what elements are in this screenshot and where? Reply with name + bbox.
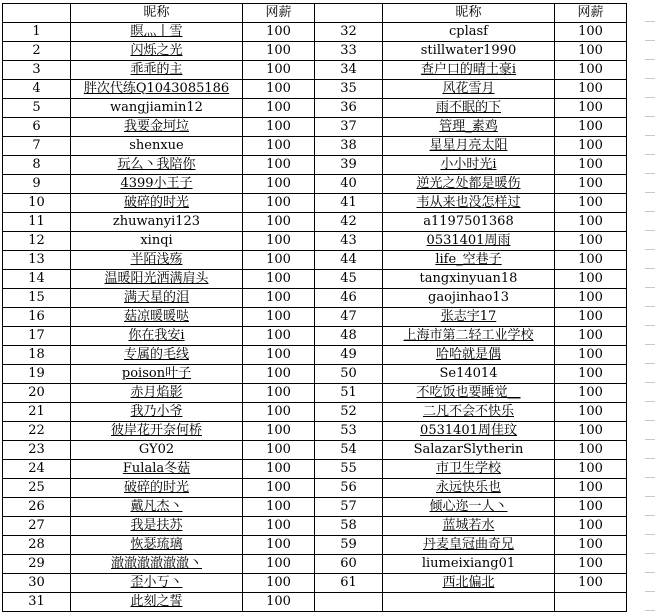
- index-cell[interactable]: 7: [3, 137, 71, 156]
- nickname-cell[interactable]: 张志宇17: [383, 308, 555, 327]
- nickname-cell[interactable]: SalazarSlytherin: [383, 441, 555, 460]
- nickname-cell[interactable]: [383, 593, 555, 612]
- table-row: [3, 308, 627, 327]
- nickname-cell[interactable]: 风花雪月: [383, 80, 555, 99]
- index-cell[interactable]: 6: [3, 118, 71, 137]
- index-cell[interactable]: 29: [3, 555, 71, 574]
- index-cell[interactable]: 18: [3, 346, 71, 365]
- salary-cell[interactable]: 100: [243, 460, 315, 479]
- nickname-cell[interactable]: zhuwanyi123: [71, 213, 243, 232]
- index-cell[interactable]: 10: [3, 194, 71, 213]
- salary-cell[interactable]: 100: [243, 346, 315, 365]
- salary-cell[interactable]: 100: [243, 42, 315, 61]
- index-cell[interactable]: 42: [315, 213, 383, 232]
- nickname-cell[interactable]: a1197501368: [383, 213, 555, 232]
- index-cell[interactable]: 37: [315, 118, 383, 137]
- salary-cell[interactable]: 100: [555, 422, 627, 441]
- nickname-cell[interactable]: 丹麦皇冠曲奇兄: [383, 536, 555, 555]
- nickname-cell[interactable]: 彼岸花开奈何桥: [71, 422, 243, 441]
- nickname-cell[interactable]: stillwater1990: [383, 42, 555, 61]
- salary-cell[interactable]: 100: [555, 460, 627, 479]
- nickname-cell[interactable]: 乖乖的主: [71, 61, 243, 80]
- table-row: [3, 156, 627, 175]
- index-cell[interactable]: 24: [3, 460, 71, 479]
- table-row: [3, 61, 627, 80]
- nickname-cell[interactable]: 澈澈澈澈澈澈丶: [71, 555, 243, 574]
- header-row: [3, 4, 627, 23]
- sheet-gridlines: [645, 3, 655, 612]
- salary-cell[interactable]: 100: [555, 61, 627, 80]
- nickname-cell[interactable]: 瞑灬丨雪: [71, 23, 243, 42]
- salary-cell[interactable]: 100: [555, 346, 627, 365]
- nickname-cell[interactable]: 哈哈就是偶: [383, 346, 555, 365]
- table-row: [3, 175, 627, 194]
- salary-cell[interactable]: 100: [555, 156, 627, 175]
- table-row: [3, 80, 627, 99]
- nickname-cell[interactable]: 4399小王子: [71, 175, 243, 194]
- nickname-cell[interactable]: Fulala冬菇: [71, 460, 243, 479]
- index-cell[interactable]: 38: [315, 137, 383, 156]
- index-cell[interactable]: 22: [3, 422, 71, 441]
- salary-cell[interactable]: 100: [243, 479, 315, 498]
- salary-cell[interactable]: 100: [555, 175, 627, 194]
- nickname-cell[interactable]: 逆光之处都是暖伤: [383, 175, 555, 194]
- table-row: [3, 384, 627, 403]
- index-cell[interactable]: 27: [3, 517, 71, 536]
- nickname-cell[interactable]: 破碎的时光: [71, 194, 243, 213]
- table-row: [3, 232, 627, 251]
- index-cell[interactable]: 15: [3, 289, 71, 308]
- salary-cell[interactable]: 100: [243, 270, 315, 289]
- nickname-cell[interactable]: liumeixiang01: [383, 555, 555, 574]
- salary-cell[interactable]: 100: [555, 23, 627, 42]
- index-cell[interactable]: 54: [315, 441, 383, 460]
- table-row: [3, 593, 627, 612]
- index-cell[interactable]: 17: [3, 327, 71, 346]
- index-cell[interactable]: 36: [315, 99, 383, 118]
- index-cell[interactable]: 11: [3, 213, 71, 232]
- index-cell[interactable]: 57: [315, 498, 383, 517]
- nickname-header-left[interactable]: 昵称: [71, 4, 243, 23]
- salary-cell[interactable]: 100: [243, 384, 315, 403]
- index-cell[interactable]: 1: [3, 23, 71, 42]
- nickname-cell[interactable]: 我是扶苏: [71, 517, 243, 536]
- table-row: [3, 327, 627, 346]
- index-cell[interactable]: 20: [3, 384, 71, 403]
- salary-header-right[interactable]: 网薪: [555, 4, 627, 23]
- table-row: [3, 99, 627, 118]
- salary-cell[interactable]: 100: [243, 61, 315, 80]
- index-cell[interactable]: 26: [3, 498, 71, 517]
- table-row: [3, 574, 627, 593]
- salary-cell[interactable]: 100: [243, 327, 315, 346]
- index-cell[interactable]: 56: [315, 479, 383, 498]
- salary-cell[interactable]: 100: [555, 308, 627, 327]
- index-cell[interactable]: 48: [315, 327, 383, 346]
- salary-cell[interactable]: 100: [243, 498, 315, 517]
- salary-cell[interactable]: 100: [555, 517, 627, 536]
- salary-cell[interactable]: 100: [243, 517, 315, 536]
- index-cell[interactable]: 3: [3, 61, 71, 80]
- nickname-cell[interactable]: 雨不眠的下: [383, 99, 555, 118]
- salary-cell[interactable]: 100: [555, 213, 627, 232]
- table-row: [3, 536, 627, 555]
- index-cell[interactable]: 31: [3, 593, 71, 612]
- nickname-cell[interactable]: 查户口的晴土豪i: [383, 61, 555, 80]
- nickname-salary-table: [2, 3, 627, 612]
- index-cell[interactable]: 39: [315, 156, 383, 175]
- nickname-cell[interactable]: 赤月焰影: [71, 384, 243, 403]
- nickname-cell[interactable]: gaojinhao13: [383, 289, 555, 308]
- nickname-cell[interactable]: 歪小丂丶: [71, 574, 243, 593]
- salary-cell[interactable]: 100: [243, 118, 315, 137]
- salary-cell[interactable]: 100: [555, 403, 627, 422]
- salary-cell[interactable]: 100: [555, 99, 627, 118]
- index-cell[interactable]: 16: [3, 308, 71, 327]
- nickname-cell[interactable]: GY02: [71, 441, 243, 460]
- index-cell[interactable]: 30: [3, 574, 71, 593]
- salary-header-left[interactable]: 网薪: [243, 4, 315, 23]
- salary-cell[interactable]: 100: [555, 384, 627, 403]
- index-cell[interactable]: 52: [315, 403, 383, 422]
- salary-cell[interactable]: 100: [555, 194, 627, 213]
- index-cell[interactable]: 40: [315, 175, 383, 194]
- table-row: [3, 289, 627, 308]
- salary-cell[interactable]: 100: [243, 422, 315, 441]
- nickname-cell[interactable]: 你在我安i: [71, 327, 243, 346]
- salary-cell[interactable]: 100: [555, 289, 627, 308]
- index-cell[interactable]: 4: [3, 80, 71, 99]
- salary-cell[interactable]: 100: [243, 593, 315, 612]
- index-cell[interactable]: 19: [3, 365, 71, 384]
- index-cell[interactable]: 49: [315, 346, 383, 365]
- salary-cell[interactable]: 100: [243, 213, 315, 232]
- salary-cell[interactable]: 100: [243, 23, 315, 42]
- salary-cell[interactable]: 100: [243, 137, 315, 156]
- nickname-cell[interactable]: 管理_素鸡: [383, 118, 555, 137]
- index-cell[interactable]: 8: [3, 156, 71, 175]
- index-cell[interactable]: [315, 593, 383, 612]
- nickname-cell[interactable]: life_空巷子: [383, 251, 555, 270]
- table-row: [3, 460, 627, 479]
- salary-cell[interactable]: 100: [555, 251, 627, 270]
- nickname-cell[interactable]: 菇凉暖暖哒: [71, 308, 243, 327]
- nickname-cell[interactable]: poison叶子: [71, 365, 243, 384]
- index-cell[interactable]: 59: [315, 536, 383, 555]
- salary-cell[interactable]: 100: [243, 99, 315, 118]
- table-row: [3, 23, 627, 42]
- nickname-cell[interactable]: 胖次代练Q1043085186: [71, 80, 243, 99]
- salary-cell[interactable]: 100: [243, 251, 315, 270]
- index-cell[interactable]: 41: [315, 194, 383, 213]
- index-cell[interactable]: 28: [3, 536, 71, 555]
- nickname-cell[interactable]: 戴凡杰丶: [71, 498, 243, 517]
- index-header-right[interactable]: [315, 4, 383, 23]
- salary-cell[interactable]: 100: [555, 327, 627, 346]
- salary-cell[interactable]: 100: [555, 118, 627, 137]
- index-cell[interactable]: 14: [3, 270, 71, 289]
- nickname-cell[interactable]: 半陌浅殇: [71, 251, 243, 270]
- salary-cell[interactable]: 100: [243, 365, 315, 384]
- index-cell[interactable]: 9: [3, 175, 71, 194]
- nickname-cell[interactable]: 小小时光i: [383, 156, 555, 175]
- index-cell[interactable]: 32: [315, 23, 383, 42]
- salary-cell[interactable]: 100: [243, 232, 315, 251]
- nickname-cell[interactable]: wangjiamin12: [71, 99, 243, 118]
- salary-cell[interactable]: 100: [243, 536, 315, 555]
- table-row: [3, 365, 627, 384]
- index-cell[interactable]: 13: [3, 251, 71, 270]
- index-cell[interactable]: 33: [315, 42, 383, 61]
- salary-cell[interactable]: 100: [555, 574, 627, 593]
- nickname-cell[interactable]: 0531401周佳玟: [383, 422, 555, 441]
- nickname-cell[interactable]: 破碎的时光: [71, 479, 243, 498]
- nickname-cell[interactable]: 此刻之誓: [71, 593, 243, 612]
- salary-cell[interactable]: 100: [555, 498, 627, 517]
- table-row: [3, 422, 627, 441]
- salary-cell[interactable]: 100: [555, 365, 627, 384]
- table-row: [3, 213, 627, 232]
- nickname-cell[interactable]: 玩么丶我陪你: [71, 156, 243, 175]
- nickname-cell[interactable]: 韦从来也没怎样过: [383, 194, 555, 213]
- table-body: [3, 23, 627, 612]
- index-cell[interactable]: 50: [315, 365, 383, 384]
- nickname-cell[interactable]: 市卫生学校: [383, 460, 555, 479]
- nickname-cell[interactable]: 西北偏北: [383, 574, 555, 593]
- salary-cell[interactable]: 100: [555, 536, 627, 555]
- table-row: [3, 346, 627, 365]
- table-row: [3, 270, 627, 289]
- nickname-cell[interactable]: cplasf: [383, 23, 555, 42]
- salary-cell[interactable]: 100: [555, 479, 627, 498]
- table-row: [3, 194, 627, 213]
- salary-cell[interactable]: 100: [555, 80, 627, 99]
- index-cell[interactable]: 35: [315, 80, 383, 99]
- salary-cell[interactable]: 100: [243, 574, 315, 593]
- index-cell[interactable]: 55: [315, 460, 383, 479]
- index-cell[interactable]: 51: [315, 384, 383, 403]
- salary-cell[interactable]: 100: [555, 441, 627, 460]
- table-row: [3, 137, 627, 156]
- table-row: [3, 517, 627, 536]
- salary-cell[interactable]: 100: [555, 137, 627, 156]
- nickname-cell[interactable]: 专属的毛线: [71, 346, 243, 365]
- nickname-header-right[interactable]: 昵称: [383, 4, 555, 23]
- nickname-cell[interactable]: 永远快乐也: [383, 479, 555, 498]
- index-cell[interactable]: 60: [315, 555, 383, 574]
- nickname-cell[interactable]: Se14014: [383, 365, 555, 384]
- nickname-cell[interactable]: shenxue: [71, 137, 243, 156]
- nickname-cell[interactable]: 星星月亮太阳: [383, 137, 555, 156]
- table-row: [3, 555, 627, 574]
- nickname-cell[interactable]: 蓝城若水: [383, 517, 555, 536]
- table-row: [3, 42, 627, 61]
- index-cell[interactable]: 2: [3, 42, 71, 61]
- salary-cell[interactable]: 100: [243, 308, 315, 327]
- index-cell[interactable]: 12: [3, 232, 71, 251]
- salary-cell[interactable]: 100: [243, 175, 315, 194]
- table-row: [3, 118, 627, 137]
- salary-cell[interactable]: 100: [243, 156, 315, 175]
- index-header-left[interactable]: [3, 4, 71, 23]
- salary-cell[interactable]: 100: [243, 441, 315, 460]
- nickname-cell[interactable]: 温暖阳光洒满肩头: [71, 270, 243, 289]
- index-cell[interactable]: 44: [315, 251, 383, 270]
- index-cell[interactable]: 23: [3, 441, 71, 460]
- index-cell[interactable]: 5: [3, 99, 71, 118]
- nickname-cell[interactable]: 上海市第二轻工业学校: [383, 327, 555, 346]
- nickname-cell[interactable]: 0531401周雨: [383, 232, 555, 251]
- index-cell[interactable]: 25: [3, 479, 71, 498]
- salary-cell[interactable]: 100: [243, 403, 315, 422]
- salary-cell[interactable]: 100: [555, 270, 627, 289]
- salary-cell[interactable]: [555, 593, 627, 612]
- salary-cell[interactable]: 100: [555, 42, 627, 61]
- nickname-cell[interactable]: tangxinyuan18: [383, 270, 555, 289]
- table-row: [3, 441, 627, 460]
- index-cell[interactable]: 46: [315, 289, 383, 308]
- nickname-cell[interactable]: 倾心迩一人丶: [383, 498, 555, 517]
- index-cell[interactable]: 58: [315, 517, 383, 536]
- nickname-cell[interactable]: 我乃小爷: [71, 403, 243, 422]
- table-row: [3, 403, 627, 422]
- index-cell[interactable]: 34: [315, 61, 383, 80]
- index-cell[interactable]: 61: [315, 574, 383, 593]
- nickname-cell[interactable]: 二凡不会不快乐: [383, 403, 555, 422]
- salary-cell[interactable]: 100: [555, 555, 627, 574]
- table-row: [3, 479, 627, 498]
- nickname-cell[interactable]: 我要金坷垃: [71, 118, 243, 137]
- nickname-cell[interactable]: 满天星的泪: [71, 289, 243, 308]
- nickname-cell[interactable]: xinqi: [71, 232, 243, 251]
- salary-cell[interactable]: 100: [555, 232, 627, 251]
- index-cell[interactable]: 53: [315, 422, 383, 441]
- index-cell[interactable]: 45: [315, 270, 383, 289]
- salary-cell[interactable]: 100: [243, 555, 315, 574]
- salary-cell[interactable]: 100: [243, 289, 315, 308]
- nickname-cell[interactable]: 不吃饭也要睡觉__: [383, 384, 555, 403]
- index-cell[interactable]: 47: [315, 308, 383, 327]
- table-row: [3, 251, 627, 270]
- table-row: [3, 498, 627, 517]
- salary-cell[interactable]: 100: [243, 194, 315, 213]
- nickname-cell[interactable]: 闪烁之光: [71, 42, 243, 61]
- index-cell[interactable]: 43: [315, 232, 383, 251]
- salary-cell[interactable]: 100: [243, 80, 315, 99]
- index-cell[interactable]: 21: [3, 403, 71, 422]
- nickname-cell[interactable]: 恢瑟琉璃: [71, 536, 243, 555]
